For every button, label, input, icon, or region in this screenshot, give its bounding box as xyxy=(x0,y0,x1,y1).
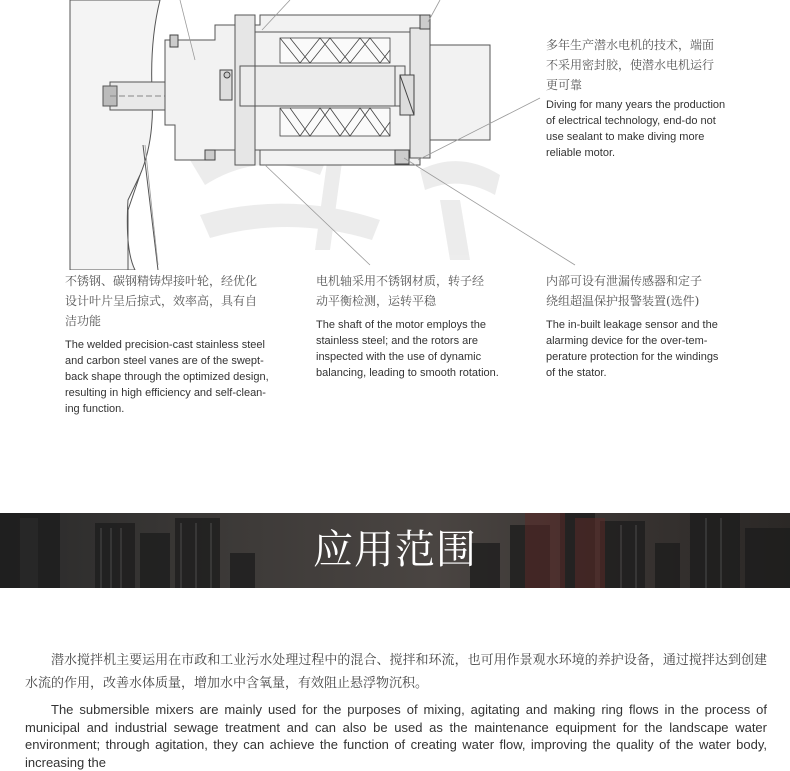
annotation-impeller-en: The welded precision-cast stainless steel and carbon steel vanes are of the swept- back shape through the optimized design, resulting in high efficiency and self-clean- ing function. xyxy=(65,339,269,415)
section-title: 应用范围 xyxy=(313,527,477,573)
annotation-shaft-en: The shaft of the motor employs the stainless steel; and the rotors are inspected with the use of dynamic balancing, leading to smooth rotation. xyxy=(316,319,499,379)
rotor xyxy=(240,66,405,106)
annotation-motor-technology-zh: 多年生产潜水电机的技术，端面 不采用密封胶，使潜水电机运行 更可靠 xyxy=(546,38,715,92)
annotation-leakage-sensor-zh: 内部可设有泄漏传感器和定子 绕组超温保护报警装置(选件) xyxy=(546,274,703,308)
annotation-impeller-zh: 不锈钢、碳钢精铸焊接叶轮，经优化 设计叶片呈后掠式，效率高，具有自 洁功能 xyxy=(65,274,258,328)
stator-winding-top xyxy=(280,38,390,63)
annotation-shaft-zh: 电机轴采用不锈钢材质，转子经 动平衡检测，运转平稳 xyxy=(316,274,485,308)
annotation-shaft xyxy=(316,271,531,381)
annotation-motor-technology-en: Diving for many years the production of electrical technology, end-do not use sealant to make diving more reliable motor. xyxy=(546,99,726,159)
section-banner xyxy=(0,513,790,588)
impeller-blade xyxy=(70,0,160,270)
application-description-zh: 潜水搅拌机主要运用在市政和工业污水处理过程中的混合、搅拌和环流，也可用作景观水环境的养护设备，通过搅拌达到创建水流的作用，改善水体质量，增加水中含氧量，有效阻止悬浮物沉积。 xyxy=(25,653,767,691)
annotation-motor-technology xyxy=(546,35,761,161)
annotation-impeller xyxy=(65,271,300,417)
stator-winding-bottom xyxy=(280,108,390,136)
annotation-leakage-sensor xyxy=(546,271,761,381)
application-description-en: The submersible mixers are mainly used for the purposes of mixing, agitating and making ring flows in the process of municipal and industrial sewage treatment and can also be used as the maintenance equipment for the landscape water environment; through agitation, they can achieve the function of creating water flow, improving the quality of the water body, increasing the xyxy=(25,702,767,770)
annotation-leakage-sensor-en: The in-built leakage sensor and the alarming device for the over-tem- perature protection for the windings of the stator. xyxy=(546,319,719,379)
